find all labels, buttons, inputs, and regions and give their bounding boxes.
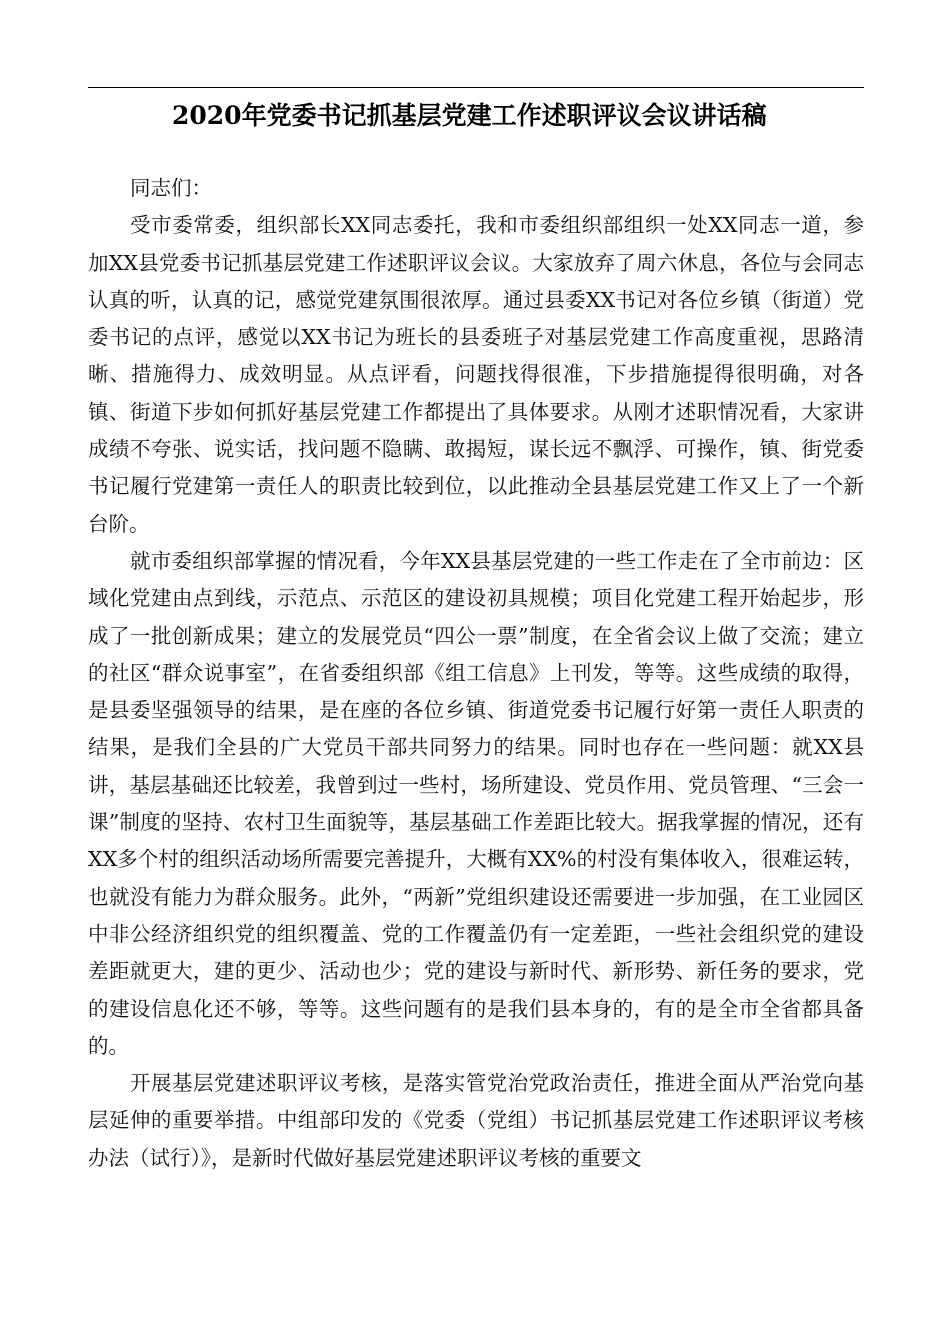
header-rule — [88, 87, 864, 88]
paragraph-2: 就市委组织部掌握的情况看，今年XX县基层党建的一些工作走在了全市前边：区域化党建由点到线，示范点、示范区的建设初具规模；项目化党建工程开始起步，形成了一批创新成果；建立的发展党员“四公一票”制度，在全省会议上做了交流；建立的社区“群众说事室”，在省委组织部《组工信息》上刊发，等等。这些成绩的取得，是县委坚强领导的结果，是在座的各位乡镇、街道党委书记履行好第一责任人职责的结果，是我们全县的广大党员干部共同努力的结果。同时也存在一些问题：就XX县讲，基层基础还比较差，我曾到过一些村，场所建设、党员作用、党员管理、“三会一课”制度的坚持、农村卫生面貌等，基层基础工作差距比较大。据我掌握的情况，还有XX多个村的组织活动场所需要完善提升，大概有XX%的村没有集体收入，很难运转，也就没有能力为群众服务。此外，“两新”党组织建设还需要进一步加强，在工业园区中非公经济组织党的组织覆盖、党的工作覆盖仍有一定差距，一些社会组织党的建设差距就更大，建的更少、活动也少；党的建设与新时代、新形势、新任务的要求，党的建设信息化还不够，等等。这些问题有的是我们县本身的，有的是全市全省都具备的。 — [88, 548, 864, 1058]
paragraph-3: 开展基层党建述职评议考核，是落实管党治党政治责任，推进全面从严治党向基层延伸的重要举措。中组部印发的《党委（党组）书记抓基层党建工作述职评议考核办法（试行）》，是新时代做好基层党建述职评议考核的重要文 — [88, 1071, 864, 1170]
document-body — [88, 170, 864, 1177]
document-title: 2020年党委书记抓基层党建工作述职评议会议讲话稿 — [172, 101, 767, 130]
paragraph-1: 受市委常委，组织部长XX同志委托，我和市委组织部组织一处XX同志一道，参加XX县党委书记抓基层党建工作述职评议会议。大家放弃了周六休息，各位与会同志认真的听，认真的记，感觉党建氛围很浓厚。通过县委XX书记对各位乡镇（街道）党委书记的点评，感觉以XX书记为班长的县委班子对基层党建工作高度重视，思路清晰、措施得力、成效明显。从点评看，问题找得很准，下步措施提得很明确，对各镇、街道下步如何抓好基层党建工作都提出了具体要求。从刚才述职情况看，大家讲成绩不夸张、说实话，找问题不隐瞒、敢揭短，谋长远不飘浮、可操作，镇、街党委书记履行党建第一责任人的职责比较到位，以此推动全县基层党建工作又上了一个新台阶。 — [88, 213, 864, 536]
salutation: 同志们： — [130, 176, 212, 200]
